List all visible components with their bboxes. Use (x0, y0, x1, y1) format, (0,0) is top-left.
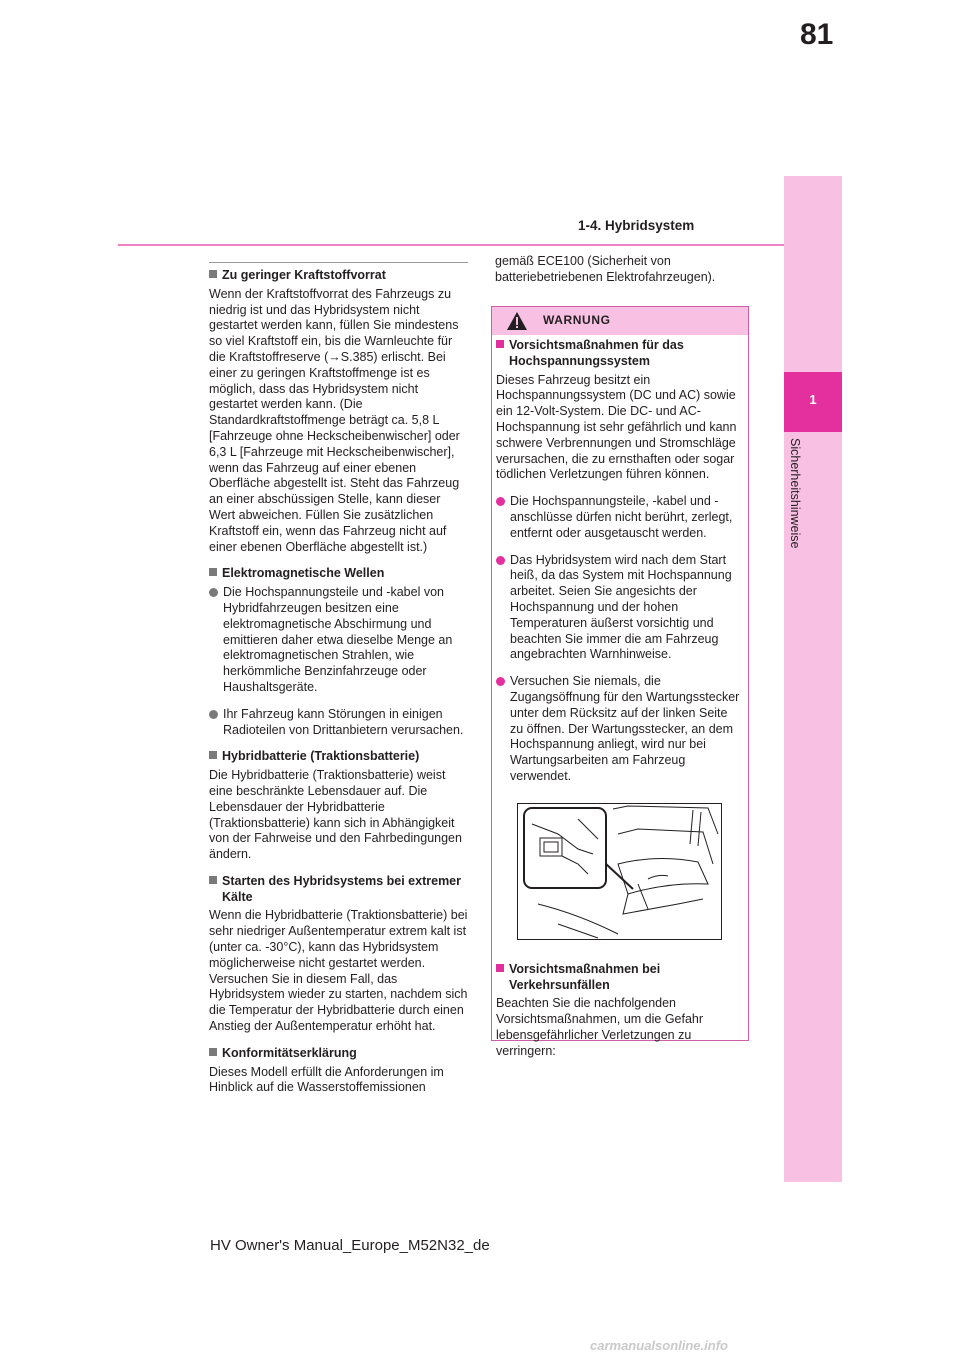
circle-bullet-icon (496, 556, 505, 565)
warning-header (492, 307, 748, 335)
section-fuel (209, 268, 469, 555)
list-item: Das Hybridsystem wird nach dem Start heiß, da das System mit Hochspannung arbeitet. Seien Sie angesichts der Hochspannung und der hohen Temperaturen äußerst vorsichtig und beachten Sie immer die am Fahrzeug angebrachten Warnhinweise. (496, 553, 743, 664)
warning-label: WARNUNG (543, 313, 611, 327)
section-heading: Starten des Hybridsystems bei extremer Kälte (209, 874, 469, 906)
square-bullet-icon (209, 751, 217, 759)
warning-section-text: Dieses Fahrzeug besitzt ein Hochspannungssystem (DC und AC) sowie ein 12-Volt-System. Die DC- und AC-Hochspannung ist sehr gefährlich und kann schwere Verbrennungen und Stromschläge verursachen, die zu ernsthaften oder sogar tödlichen Verletzungen führen können. (496, 372, 737, 482)
section-heading: Zu geringer Kraftstoffvorrat (209, 268, 469, 284)
warning-section-heading: Vorsichtsmaßnahmen für das Hochspannungssystem (496, 338, 743, 370)
section-text: Wenn die Hybridbatterie (Traktionsbatterie) bei sehr niedriger Außentemperatur extrem kalt ist (unter ca. -30°C), kann das Hybridsystem möglicherweise nicht gestartet werden. Versuchen Sie in diesem Fall, das Hybridsystem wieder zu starten, nachdem sich die Temperatur der Hybridbatterie durch einen Anstieg der Außentemperatur erhöht hat. (209, 908, 468, 1034)
page-number: 81 (800, 18, 834, 51)
warning-section-heading: Vorsichtsmaßnahmen bei Verkehrsunfällen (496, 962, 743, 994)
square-bullet-icon (209, 1048, 217, 1056)
section-heading: Elektromagnetische Wellen (209, 566, 469, 582)
section-title: 1-4. Hybridsystem (578, 218, 695, 233)
circle-bullet-icon (209, 710, 218, 719)
list-item: Die Hochspannungsteile, -kabel und -anschlüsse dürfen nicht berührt, zerlegt, entfernt oder ausgetauscht werden. (496, 494, 743, 541)
continuation-text: gemäß ECE100 (Sicherheit von batteriebetriebenen Elektrofahrzeugen). (495, 254, 716, 284)
warning-section-text: Beachten Sie die nachfolgenden Vorsichtsmaßnahmen, um die Gefahr lebensgefährlicher Verletzungen zu verringern: (496, 996, 704, 1058)
section-cold-start (209, 874, 469, 1035)
square-bullet-icon (209, 270, 217, 278)
footer-text: HV Owner's Manual_Europe_M52N32_de (210, 1237, 490, 1254)
square-bullet-icon (496, 964, 504, 972)
chapter-title (788, 438, 802, 568)
chapter-number: 1 (809, 392, 817, 407)
chapter-side-tab (784, 176, 842, 1182)
section-text: Dieses Modell erfüllt die Anforderungen im Hinblick auf die Wasserstoffemissionen (209, 1064, 444, 1095)
circle-bullet-icon (209, 588, 218, 597)
service-plug-illustration (517, 803, 722, 940)
watermark: carmanualsonline.info (590, 1338, 728, 1353)
list-item: Die Hochspannungsteile und -kabel von Hybridfahrzeugen besitzen eine elektromagnetische Abschirmung und emittieren daher etwa dieselbe Menge an elektromagnetischen Strahlen, wie herkömmliche Benzinfahrzeuge oder Haushaltsgeräte. (209, 585, 469, 696)
list-item: Ihr Fahrzeug kann Störungen in einigen Radioteilen von Drittanbietern verursachen. (209, 707, 469, 739)
section-em-waves (209, 566, 469, 738)
section-heading: Hybridbatterie (Traktionsbatterie) (209, 749, 469, 765)
section-text: Wenn der Kraftstoffvorrat des Fahrzeugs zu niedrig ist und das Hybridsystem nicht gestartet werden kann, füllen Sie mindestens so viel Kraftstoff ein, bis die Warnleuchte für die Kraftstoffreserve (→S.385) erlischt. Bei einer zu geringen Kraftstoffmenge ist es möglich, dass das Hybridsystem nicht gestartet werden kann. (Die Standardkraftstoffmenge beträgt ca. 5,8 L [Fahrzeuge ohne Heckscheibenwischer] oder 6,3 L [Fahrzeuge mit Heckscheibenwischer], wenn das Fahrzeug auf einer ebenen Oberfläche abgestellt ist. Steht das Fahrzeug an einer abschüssigen Stelle, kann dieser Wert abweichen. Füllen Sie zusätzlichen Kraftstoff ein, wenn das Fahrzeug nicht auf einer ebenen Oberfläche abgestellt ist.) (209, 286, 460, 554)
left-column (209, 262, 469, 1107)
chapter-title-text: Sicherheitshinweise (788, 438, 802, 549)
circle-bullet-icon (496, 497, 505, 506)
section-conformity (209, 1046, 469, 1096)
section-battery (209, 749, 469, 863)
warning-content (496, 338, 743, 1071)
square-bullet-icon (209, 568, 217, 576)
section-heading: Konformitätserklärung (209, 1046, 469, 1062)
list-item: Versuchen Sie niemals, die Zugangsöffnung für den Wartungsstecker unter dem Rücksitz auf der linken Seite zu öffnen. Der Wartungsstecker, an dem Hochspannung anliegt, wird nur bei Wartungsarbeiten am Fahrzeug verwendet. (496, 674, 743, 785)
header-rule (118, 244, 784, 246)
section-text: Die Hybridbatterie (Traktionsbatterie) weist eine beschränkte Lebensdauer auf. Die Lebensdauer der Hybridbatterie (Traktionsbatterie) kann sich in Abhängigkeit von der Fahrweise und den Fahrbedingungen ändern. (209, 768, 462, 862)
circle-bullet-icon (496, 677, 505, 686)
warning-triangle-icon (506, 311, 528, 336)
square-bullet-icon (496, 340, 504, 348)
square-bullet-icon (209, 876, 217, 884)
